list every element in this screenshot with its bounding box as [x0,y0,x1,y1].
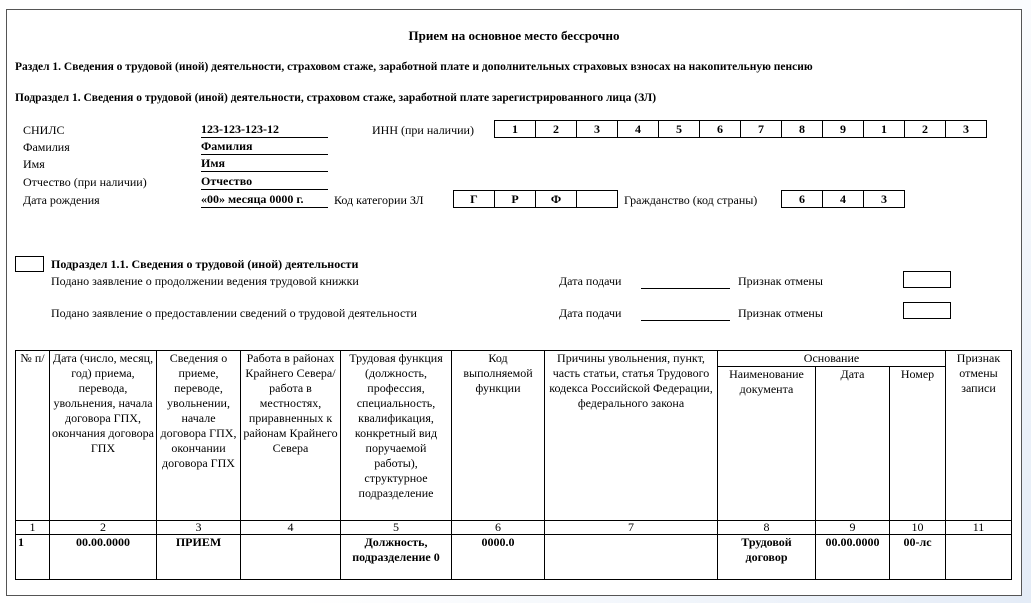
subsection-1-heading: Подраздел 1. Сведения о трудовой (иной) деятельности, страховом стаже, заработной плате зарегистрированного лица (ЗЛ) [15,92,657,104]
date-label-1: Дата подачи [559,274,622,288]
column-numbers-row [16,521,1012,535]
cell-north [241,535,341,580]
column-number: 1 [16,521,50,535]
date-field-2[interactable] [641,306,730,321]
surname-label: Фамилия [23,140,70,154]
header-number: № п/ [16,351,50,521]
cell-code: 0000.0 [452,535,545,580]
document-title: Прием на основное место бессрочно [408,28,620,43]
patronymic-label: Отчество (при наличии) [23,175,147,189]
date-field-1[interactable] [641,274,730,289]
header-cancel: Признак отмены записи [946,351,1012,521]
header-info: Сведения о приеме, переводе, увольнении, начале договора ГПХ, окончании договора ГПХ [157,351,241,521]
column-number: 6 [452,521,545,535]
column-number: 4 [241,521,341,535]
inn-digit: 3 [576,120,618,138]
table-row [16,535,1012,580]
inn-digit: 4 [617,120,659,138]
surname-value: Фамилия [201,139,328,155]
inn-digit: 6 [699,120,741,138]
citizenship-label: Гражданство (код страны) [624,193,758,207]
name-value: Имя [201,156,328,172]
category-cell: Г [453,190,495,208]
column-number: 10 [890,521,946,535]
birth-date-label: Дата рождения [23,193,100,207]
header-doc-name: Наименование документа [718,367,816,521]
document-page [6,9,1022,596]
statement-provide-label: Подано заявление о предоставлении сведений о трудовой деятельности [51,306,417,320]
header-doc-date: Дата [816,367,890,521]
header-function: Трудовая функция (должность, профессия, специальность, квалификация, конкретный вид поручаемой работы), структурное подразделение [341,351,452,521]
category-cell: Р [494,190,536,208]
citizenship-cell: 3 [863,190,905,208]
snils-value: 123-123-123-12 [201,122,328,138]
cancel-label-2: Признак отмены [738,306,823,320]
inn-digit: 3 [945,120,987,138]
column-number: 2 [50,521,157,535]
snils-label: СНИЛС [23,123,65,137]
inn-label: ИНН (при наличии) [372,123,474,137]
cell-number: 1 [16,535,50,580]
category-cells [453,190,618,208]
category-label: Код категории ЗЛ [334,193,424,207]
column-number: 5 [341,521,452,535]
citizenship-cell: 4 [822,190,864,208]
inn-digit: 2 [535,120,577,138]
header-basis: Основание [718,351,946,367]
header-reason: Причины увольнения, пункт, часть статьи, статья Трудового кодекса Российской Федерации, федерального закона [545,351,718,521]
cancel-box-1[interactable] [903,271,951,288]
header-doc-number: Номер [890,367,946,521]
inn-digit: 2 [904,120,946,138]
cell-reason [545,535,718,580]
inn-digit: 7 [740,120,782,138]
cancel-box-2[interactable] [903,302,951,319]
subsection-11-heading: Подраздел 1.1. Сведения о трудовой (иной) деятельности [51,257,359,271]
inn-digit: 8 [781,120,823,138]
inn-digit: 9 [822,120,864,138]
birth-date-value: «00» месяца 0000 г. [201,192,328,208]
category-cell [576,190,618,208]
inn-digit: 5 [658,120,700,138]
cancel-label-1: Признак отмены [738,274,823,288]
inn-cells [494,120,987,138]
cell-doc-date: 00.00.0000 [816,535,890,580]
cell-doc-name: Трудовой договор [718,535,816,580]
cell-function: Должность, подразделение 0 [341,535,452,580]
cell-info: ПРИЕМ [157,535,241,580]
cell-date: 00.00.0000 [50,535,157,580]
column-number: 8 [718,521,816,535]
inn-digit: 1 [863,120,905,138]
citizenship-cell: 6 [781,190,823,208]
subsection-checkbox[interactable] [15,256,44,272]
cell-doc-number: 00-лс [890,535,946,580]
column-number: 3 [157,521,241,535]
section-1-heading: Раздел 1. Сведения о трудовой (иной) деятельности, страховом стаже, заработной плате и дополнительных страховых взносах на накопительную пенсию [15,61,813,73]
column-number: 9 [816,521,890,535]
cell-cancel [946,535,1012,580]
patronymic-value: Отчество [201,174,328,190]
column-number: 11 [946,521,1012,535]
inn-digit: 1 [494,120,536,138]
name-label: Имя [23,157,45,171]
category-cell: Ф [535,190,577,208]
column-number: 7 [545,521,718,535]
date-label-2: Дата подачи [559,306,622,320]
statement-continue-label: Подано заявление о продолжении ведения трудовой книжки [51,274,359,288]
header-date: Дата (число, месяц, год) приема, перевода, увольнения, начала договора ГПХ, окончания договора ГПХ [50,351,157,521]
header-north: Работа в районах Крайнего Севера/работа в местностях, приравненных к районам Крайнего Севера [241,351,341,521]
citizenship-cells [781,190,905,208]
activity-table [15,350,1012,580]
header-code: Код выполняемой функции [452,351,545,521]
